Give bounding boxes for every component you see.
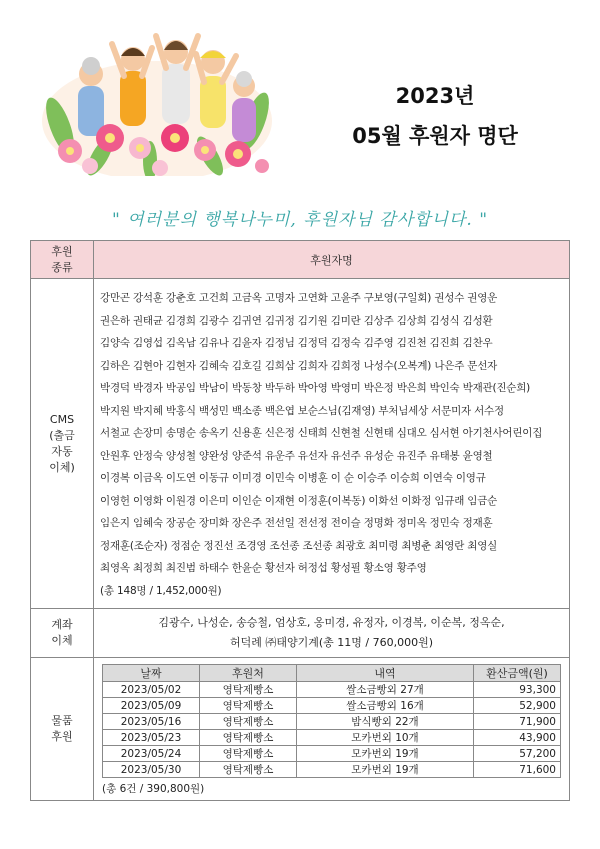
cms-line: 권은하 권태균 김경희 김광수 김귀연 김귀정 김기원 김미란 김상주 김상희 김성식 김성환 bbox=[100, 314, 493, 327]
goods-col-donor: 후원처 bbox=[200, 665, 297, 682]
cms-line: 박경덕 박경자 박공임 박남이 박동창 박두하 박아영 박영미 박은정 박은희 박인숙 박재관(진순희) bbox=[100, 382, 531, 394]
cms-line: 김양숙 김영섭 김옥남 김유나 김윤자 김정님 김정덕 김정숙 김주영 김진천 김진희 김찬우 bbox=[100, 337, 493, 349]
cms-total: (총 148명 / 1,452,000원) bbox=[100, 584, 222, 597]
donor-table bbox=[30, 240, 570, 801]
table-row bbox=[103, 746, 561, 762]
account-line: 김광수, 나성순, 송승철, 엄상호, 옹미경, 유정자, 이경복, 이순복, 정옥순, bbox=[158, 616, 505, 629]
goods-col-amount: 환산금액(원) bbox=[474, 665, 561, 682]
slogan: " 여러분의 행복나누미, 후원자님 감사합니다. " bbox=[111, 210, 489, 230]
cheering-people-illustration bbox=[40, 26, 274, 176]
cms-donor-list bbox=[94, 279, 570, 609]
account-donor-list bbox=[94, 609, 570, 658]
goods-amount: 43,900 bbox=[474, 730, 561, 746]
cms-line: 임은지 임혜숙 장공순 장미화 장은주 전선일 전선정 전이슬 정명화 정미옥 정민숙 정재훈 bbox=[100, 517, 493, 529]
goods-donor: 영탁제빵소 bbox=[200, 730, 297, 746]
goods-amount: 71,900 bbox=[474, 714, 561, 730]
goods-table bbox=[102, 664, 561, 778]
cms-line: 정재훈(조순자) 정점순 정진선 조경영 조선종 조선종 최광호 최미령 최병춘 최영란 최영실 bbox=[100, 539, 498, 552]
goods-section bbox=[94, 658, 570, 801]
goods-amount: 93,300 bbox=[474, 682, 561, 698]
goods-detail: 모카번외 10개 bbox=[297, 730, 474, 746]
table-row bbox=[103, 698, 561, 714]
goods-amount: 71,600 bbox=[474, 762, 561, 778]
page-title: 05월 후원자 명단 bbox=[352, 124, 518, 148]
cms-line: 서철교 손장미 송명순 송옥기 신용훈 신은정 신태희 신현철 신현태 심대오 심서현 아기천사어린이집 bbox=[100, 427, 543, 439]
goods-detail: 쌀소금빵외 16개 bbox=[297, 698, 474, 714]
goods-date: 2023/05/16 bbox=[103, 714, 200, 730]
donor-names-header: 후원자명 bbox=[94, 241, 570, 279]
account-category: 계좌 이체 bbox=[31, 609, 94, 658]
goods-date: 2023/05/23 bbox=[103, 730, 200, 746]
table-row bbox=[103, 730, 561, 746]
goods-col-date: 날짜 bbox=[103, 665, 200, 682]
goods-donor: 영탁제빵소 bbox=[200, 682, 297, 698]
account-line: 허덕례 ㈜태양기계(총 11명 / 760,000원) bbox=[229, 636, 434, 649]
goods-col-detail: 내역 bbox=[297, 665, 474, 682]
goods-detail: 쌀소금빵외 27개 bbox=[297, 682, 474, 698]
goods-date: 2023/05/24 bbox=[103, 746, 200, 762]
goods-detail: 모카번외 19개 bbox=[297, 762, 474, 778]
goods-date: 2023/05/02 bbox=[103, 682, 200, 698]
goods-amount: 52,900 bbox=[474, 698, 561, 714]
table-row bbox=[103, 714, 561, 730]
goods-amount: 57,200 bbox=[474, 746, 561, 762]
goods-donor: 영탁제빵소 bbox=[200, 698, 297, 714]
goods-date: 2023/05/30 bbox=[103, 762, 200, 778]
goods-donor: 영탁제빵소 bbox=[200, 762, 297, 778]
cms-category: CMS (출금 자동 이체) bbox=[31, 279, 94, 609]
goods-date: 2023/05/09 bbox=[103, 698, 200, 714]
table-row bbox=[103, 762, 561, 778]
goods-detail: 밤식빵외 22개 bbox=[297, 714, 474, 730]
heading-year: 2023년 bbox=[395, 84, 475, 108]
cms-line: 최영옥 최정희 최진범 하태수 한윤순 황선자 허정섭 황성필 황소영 황주영 bbox=[100, 562, 427, 574]
goods-total: (총 6건 / 390,800원) bbox=[102, 783, 205, 795]
goods-donor: 영탁제빵소 bbox=[200, 714, 297, 730]
cms-line: 안원후 안정숙 양성철 양완성 양준석 유운주 유선자 유선주 유성순 유진주 유태봉 윤영철 bbox=[100, 449, 493, 462]
table-row bbox=[103, 682, 561, 698]
cms-line: 박지원 박지혜 박홍식 백성민 백소종 백은엽 보순스님(김재영) 부처님세상 서문미자 서수정 bbox=[100, 404, 504, 417]
cms-line: 강만곤 강석훈 강춘호 고건희 고금옥 고명자 고연화 고윤주 구보영(구일회) 권성수 권영운 bbox=[100, 292, 498, 304]
goods-category: 물품 후원 bbox=[31, 658, 94, 801]
goods-donor: 영탁제빵소 bbox=[200, 746, 297, 762]
cms-line: 김하은 김현아 김현자 김혜숙 김호길 김희삼 김희자 김희정 나성수(오복계) 나은주 문선자 bbox=[100, 359, 498, 372]
cms-line: 이영헌 이영화 이원경 이은미 이인순 이재현 이정훈(이복동) 이화선 이화정 임규래 임금순 bbox=[100, 494, 498, 507]
category-header: 후원 종류 bbox=[31, 241, 94, 279]
goods-detail: 모카번외 19개 bbox=[297, 746, 474, 762]
cms-line: 이경복 이금옥 이도연 이동규 이미경 이민숙 이병훈 이 순 이승주 이승희 이연숙 이영규 bbox=[100, 472, 486, 484]
